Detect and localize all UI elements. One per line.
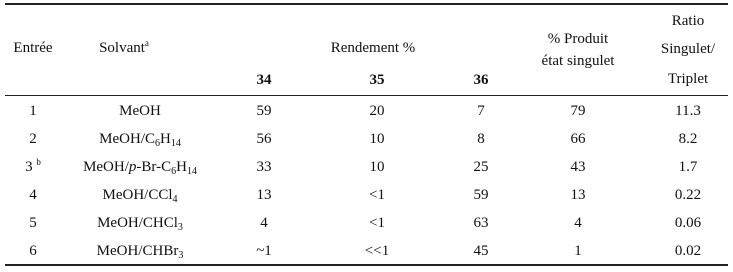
row-5-y34: 4 <box>260 215 268 231</box>
row-2-y34: 56 <box>256 131 272 147</box>
header-yield-34: 34 <box>256 72 272 88</box>
row-4-y34: 13 <box>256 187 272 203</box>
row-2-entry: 2 <box>29 131 37 147</box>
row-4-pct: 13 <box>570 187 586 203</box>
header-pct-line2: état singulet <box>541 53 615 69</box>
header-yield-36: 36 <box>473 72 489 88</box>
row-6-ratio: 0.02 <box>674 243 702 259</box>
row-5-pct: 4 <box>574 215 582 231</box>
header-pct-line1: % Produit <box>547 31 609 47</box>
row-1-pct: 79 <box>570 103 586 119</box>
row-2-y35: 10 <box>369 131 385 147</box>
row-3-y36: 25 <box>473 159 489 175</box>
row-4-y36: 59 <box>473 187 489 203</box>
row-3-y34: 33 <box>256 159 272 175</box>
header-ratio-line3: Triplet <box>667 71 709 87</box>
row-2-ratio: 8.2 <box>678 131 698 147</box>
row-4-y35: <1 <box>369 187 385 203</box>
row-5-solvent: MeOH/CHCl$_3$ <box>97 215 183 233</box>
row-1-ratio: 11.3 <box>675 103 701 119</box>
row-2-solvent: MeOH/$C_6H_{14}$ <box>99 131 181 149</box>
row-5-y36: 63 <box>473 215 489 231</box>
header-entry: Entrée <box>13 40 53 56</box>
row-6-y35: <<1 <box>364 243 390 259</box>
header-solvent-footnote: a <box>144 38 149 48</box>
row-2-y36: 8 <box>477 131 485 147</box>
row-6-entry: 6 <box>29 243 37 259</box>
header-rule <box>5 95 728 96</box>
row-1-solvent: MeOH <box>119 103 161 119</box>
row-3-solvent: MeOH/$p-Br-C_6H_{14}$ <box>83 159 197 177</box>
row-6-y34: ~1 <box>256 243 272 259</box>
row-4-solvent: MeOH/CCl$_4$ <box>102 187 178 205</box>
row-5-ratio: 0.06 <box>674 215 702 231</box>
row-1-entry: 1 <box>29 103 37 119</box>
row-3-pct: 43 <box>570 159 586 175</box>
row-5-entry: 5 <box>29 215 37 231</box>
header-solvent: Solvant$^a$ <box>99 38 149 56</box>
row-1-y36: 7 <box>477 103 485 119</box>
row-3-y35: 10 <box>369 159 385 175</box>
row-1-y35: 20 <box>369 103 385 119</box>
top-rule <box>5 3 728 5</box>
header-ratio-line2: Singulet/ <box>660 41 716 57</box>
row-4-entry: 4 <box>29 187 37 203</box>
row-3-footnote: b <box>36 157 41 167</box>
row-3-ratio: 1.7 <box>678 159 698 175</box>
row-3-entry: 3 $^b$ <box>25 157 41 175</box>
row-5-y35: <1 <box>369 215 385 231</box>
row-1-y34: 59 <box>256 103 272 119</box>
header-yield-35: 35 <box>369 72 385 88</box>
row-6-solvent: MeOH/CHBr$_3$ <box>96 243 184 261</box>
row-2-pct: 66 <box>570 131 586 147</box>
header-yield: Rendement % <box>330 40 416 56</box>
header-ratio-line1: Ratio <box>671 13 705 29</box>
row-6-pct: 1 <box>574 243 582 259</box>
row-6-y36: 45 <box>473 243 489 259</box>
bottom-rule <box>5 264 728 266</box>
row-4-ratio: 0.22 <box>674 187 702 203</box>
